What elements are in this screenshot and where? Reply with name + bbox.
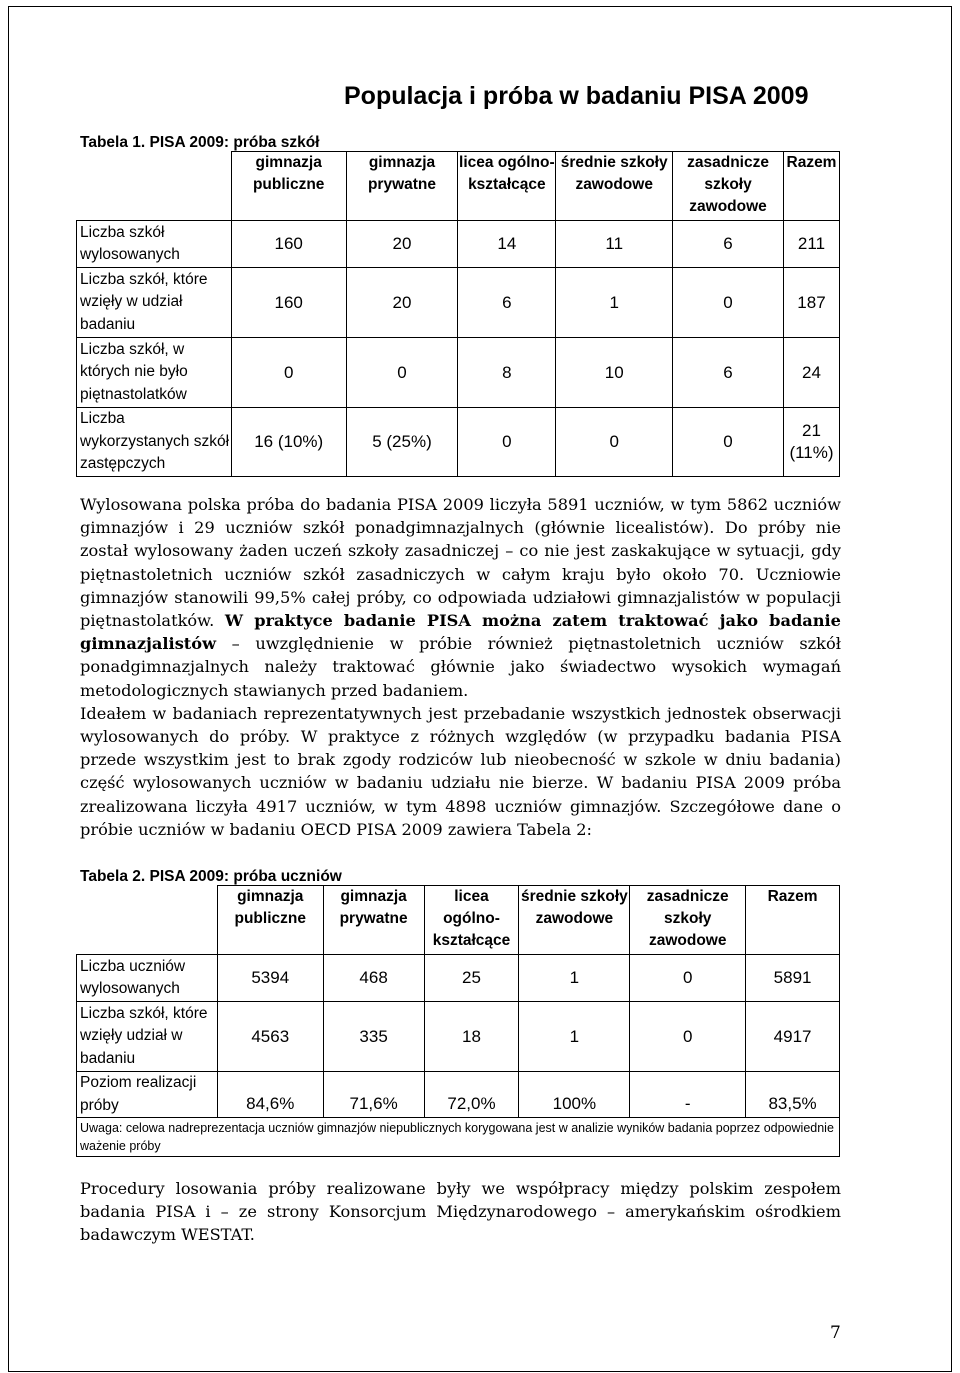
- table-cell: 5 (25%): [346, 408, 458, 477]
- closing-paragraph: Procedury losowania próby realizowane były we współpracy między polskim zespołem badania PISA i – ze strony Konsorcjum Międzynarodowego – amerykańskim ośrodkiem badawczym WESTAT.: [80, 1179, 841, 1245]
- table-cell: 18: [424, 1002, 519, 1072]
- table-cell: 6: [673, 221, 784, 268]
- table1-col-header: gimnazja publiczne: [231, 152, 346, 221]
- table-cell: 0: [346, 338, 458, 408]
- table2-row-label: Poziom realizacji próby: [77, 1072, 218, 1118]
- table-cell: -: [630, 1072, 746, 1118]
- paragraph: [80, 493, 841, 702]
- table-cell: 0: [673, 408, 784, 477]
- table-cell: 187: [783, 268, 839, 338]
- table1-col-header: gimnazja prywatne: [346, 152, 458, 221]
- table-cell: 0: [231, 338, 346, 408]
- table1-row-label: Liczba szkół, które wzięły w udział badaniu: [77, 268, 232, 338]
- table-note-row: [77, 1118, 840, 1157]
- table2-col-header: średnie szkoły zawodowe: [519, 886, 630, 955]
- paragraph-text: – uwzględnienie w próbie również piętnastoletnich uczniów szkół ponadgimnazjalnych należy traktować głównie jako świadectwo wysokich wymagań metodologicznych stawianych przed badaniem.: [80, 634, 841, 700]
- table2-col-header: gimnazja publiczne: [217, 886, 323, 955]
- table1-corner-cell: [77, 152, 232, 221]
- table-row: [77, 1072, 840, 1118]
- table2-row-label: Liczba uczniów wylosowanych: [77, 955, 218, 1002]
- table-cell: 24: [783, 338, 839, 408]
- table-cell: 5891: [746, 955, 840, 1002]
- table1-col-header: licea ogólno-kształcące: [458, 152, 556, 221]
- table-cell: 0: [630, 1002, 746, 1072]
- table-cell: 0: [556, 408, 673, 477]
- table-row: [77, 268, 840, 338]
- table-cell: 160: [231, 221, 346, 268]
- table-cell: 4563: [217, 1002, 323, 1072]
- table-cell: 16 (10%): [231, 408, 346, 477]
- table-cell: 71,6%: [323, 1072, 424, 1118]
- table-cell: 211: [783, 221, 839, 268]
- table1-col-header: średnie szkoły zawodowe: [556, 152, 673, 221]
- table-cell: 72,0%: [424, 1072, 519, 1118]
- table2-col-header: licea ogólno-kształcące: [424, 886, 519, 955]
- table-cell: 0: [458, 408, 556, 477]
- table1-row-label: Liczba szkół, w których nie było piętnastolatków: [77, 338, 232, 408]
- table-cell: 5394: [217, 955, 323, 1002]
- table2-row-label: Liczba szkół, które wzięły udział w badaniu: [77, 1002, 218, 1072]
- paragraph-text: Wylosowana polska próba do badania PISA 2009 liczyła 5891 uczniów, w tym 5862 uczniów gimnazjów i 29 uczniów szkół ponadgimnazjalnych (głównie licealistów). Do próby nie został wylosowany żaden uczeń szkoły zasadniczej – co nie jest zaskakujące w sytuacji, gdy piętnastoletnich uczniów szkół zasadniczych w całym kraju było około 70. Uczniowie gimnazjów stanowili 99,5% całej próby, co odpowiada udziałowi gimnazjalistów w populacji piętnastolatków.: [80, 495, 841, 631]
- table-cell: 83,5%: [746, 1072, 840, 1118]
- table-row: [77, 408, 840, 477]
- table1-row-label: Liczba wykorzystanych szkół zastępczych: [77, 408, 232, 477]
- table-cell: 1: [519, 1002, 630, 1072]
- table-cell: 160: [231, 268, 346, 338]
- table2: [76, 885, 840, 1157]
- table-cell: 100%: [519, 1072, 630, 1118]
- table1-col-header: Razem: [783, 152, 839, 221]
- table-row: [77, 1002, 840, 1072]
- table-cell: 11: [556, 221, 673, 268]
- page-title: Populacja i próba w badaniu PISA 2009: [344, 82, 809, 110]
- table-cell: 6: [673, 338, 784, 408]
- table1-row-label: Liczba szkół wylosowanych: [77, 221, 232, 268]
- table2-col-header: Razem: [746, 886, 840, 955]
- paragraph-highlight: W praktyce badanie PISA można zatem traktować jako badanie gimnazjalistów: [80, 611, 841, 654]
- table1-col-header: zasadnicze szkoły zawodowe: [673, 152, 784, 221]
- table-cell: 335: [323, 1002, 424, 1072]
- table2-caption: Tabela 2. PISA 2009: próba uczniów: [80, 868, 342, 885]
- table-row: [77, 338, 840, 408]
- table-cell: 0: [673, 268, 784, 338]
- table-cell: 14: [458, 221, 556, 268]
- table-row: [77, 955, 840, 1002]
- table-cell: 468: [323, 955, 424, 1002]
- table-cell: 6: [458, 268, 556, 338]
- table2-header-row: [77, 886, 840, 955]
- table-cell: 10: [556, 338, 673, 408]
- body-text: [80, 493, 841, 841]
- table2-col-header: gimnazja prywatne: [323, 886, 424, 955]
- table-cell: 0: [630, 955, 746, 1002]
- table-cell: 1: [519, 955, 630, 1002]
- table-cell: 4917: [746, 1002, 840, 1072]
- table-cell: 8: [458, 338, 556, 408]
- table2-corner-cell: [77, 886, 218, 955]
- table-cell: 20: [346, 268, 458, 338]
- paragraph: Ideałem w badaniach reprezentatywnych jest przebadanie wszystkich jednostek obserwacji wylosowanych do próby. W praktyce z różnych względów (w przypadku badania PISA przede wszystkim jest to brak zgody rodziców lub nieobecność w szkole w dniu badania) część wylosowanych uczniów w badaniu udziału nie bierze. W badaniu PISA 2009 próba zrealizowana liczyła 4917 uczniów, w tym 4898 uczniów gimnazjów. Szczegółowe dane o próbie uczniów w badaniu OECD PISA 2009 zawiera Tabela 2:: [80, 703, 841, 839]
- table-row: [77, 221, 840, 268]
- table-cell: 1: [556, 268, 673, 338]
- table1-caption: Tabela 1. PISA 2009: próba szkół: [80, 134, 320, 151]
- table-cell: 21 (11%): [783, 408, 839, 477]
- table2-col-header: zasadnicze szkoły zawodowe: [630, 886, 746, 955]
- table1: [76, 151, 840, 477]
- table-cell: 84,6%: [217, 1072, 323, 1118]
- table-cell: 25: [424, 955, 519, 1002]
- table2-note: Uwaga: celowa nadreprezentacja uczniów gimnazjów niepublicznych korygowana jest w analizie wyników badania poprzez odpowiednie ważenie próby: [77, 1118, 840, 1157]
- page-number: 7: [830, 1323, 841, 1343]
- table-cell: 20: [346, 221, 458, 268]
- table1-header-row: [77, 152, 840, 221]
